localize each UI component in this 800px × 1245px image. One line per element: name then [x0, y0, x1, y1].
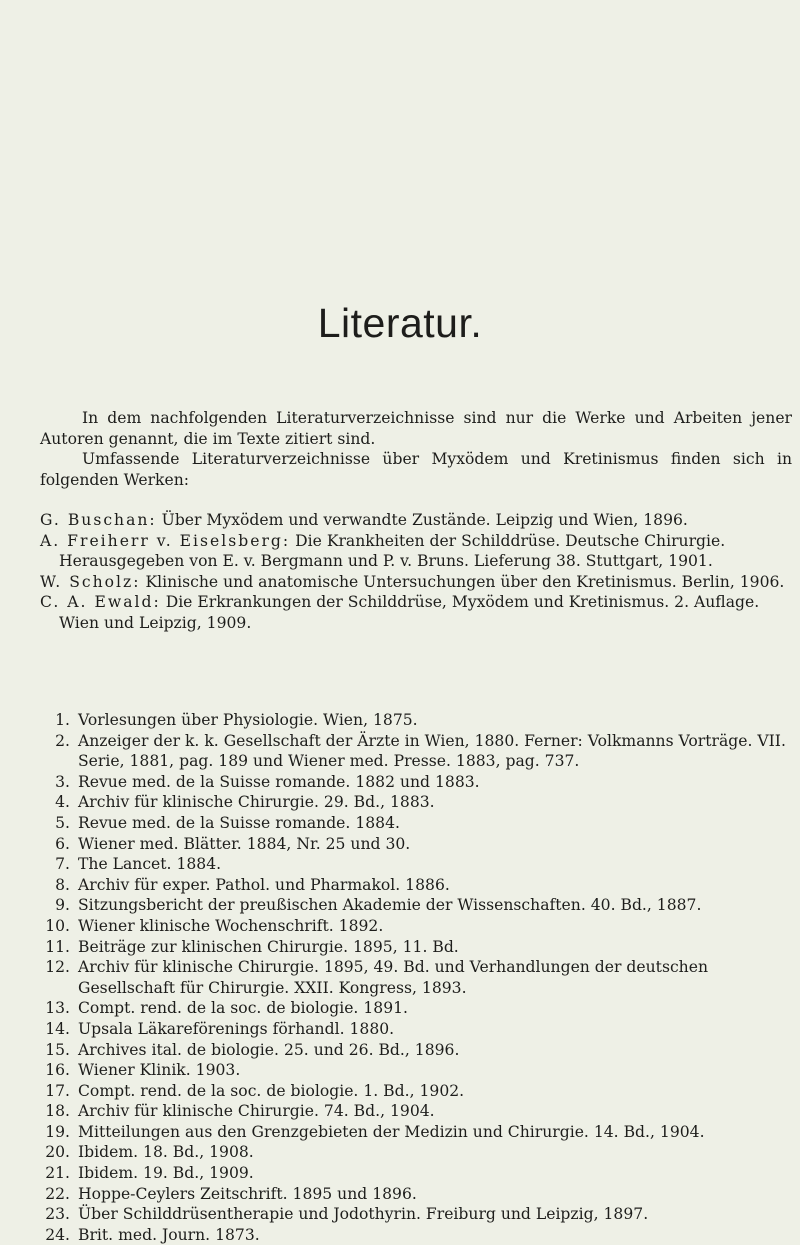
reference-item: [40, 834, 792, 855]
reference-number: 20.: [45, 1143, 70, 1162]
reference-item: [40, 813, 792, 834]
reference-number: 23.: [45, 1205, 70, 1224]
reference-text: Wiener klinische Wochenschrift. 1892.: [78, 916, 384, 935]
reference-text: Brit. med. Journ. 1873.: [78, 1225, 260, 1244]
reference-number: 7.: [55, 855, 70, 874]
book-text: Über Myxödem und verwandte Zustände. Leipzig und Wien, 1896.: [161, 511, 688, 529]
book-author: G. Buschan:: [40, 511, 157, 529]
book-text: Die Erkrankungen der Schilddrüse, Myxödem und Kretinismus. 2. Auflage. Wien und Leipzig, 1909.: [59, 593, 760, 632]
reference-item: [40, 1184, 792, 1205]
reference-text: Compt. rend. de la soc. de biologie. 1891.: [78, 999, 408, 1018]
reference-item: [40, 1101, 792, 1122]
reference-item: [40, 998, 792, 1019]
reference-number: 24.: [45, 1225, 70, 1244]
reference-text: Beiträge zur klinischen Chirurgie. 1895, 11. Bd.: [78, 937, 459, 956]
reference-number: 9.: [55, 896, 70, 915]
reference-item: [40, 916, 792, 937]
book-author: A. Freiherr v. Eiselsberg:: [40, 531, 291, 550]
page-title: Literatur.: [317, 300, 483, 346]
reference-item: [40, 937, 792, 958]
reference-number: 12.: [45, 958, 70, 977]
reference-text: Revue med. de la Suisse romande. 1884.: [78, 813, 400, 832]
reference-text: Mitteilungen aus den Grenzgebieten der Medizin und Chirurgie. 14. Bd., 1904.: [78, 1122, 705, 1141]
book-entry: [40, 510, 792, 531]
book-author: W. Scholz:: [40, 572, 141, 591]
intro-paragraph: Umfassende Literaturverzeichnisse über Myxödem und Kretinismus finden sich in folgenden Werken:: [40, 450, 792, 489]
reference-number: 13.: [45, 999, 70, 1018]
reference-text: Ibidem. 18. Bd., 1908.: [78, 1143, 254, 1162]
intro-paragraph: In dem nachfolgenden Literaturverzeichnisse sind nur die Werke und Arbeiten jener Autoren genannt, die im Texte zitiert sind.: [40, 409, 792, 448]
reference-text: Archiv für klinische Chirurgie. 1895, 49. Bd. und Verhandlungen der deutschen Gesellschaft für Chirurgie. XXII. Kongress, 1893.: [78, 958, 709, 997]
reference-item: [40, 710, 792, 731]
reference-number: 19.: [45, 1122, 70, 1141]
reference-item: [40, 895, 792, 916]
reference-text: Revue med. de la Suisse romande. 1882 und 1883.: [78, 772, 480, 791]
reference-item: [40, 792, 792, 813]
reference-item: [40, 854, 792, 875]
reference-number: 4.: [55, 793, 70, 812]
reference-item: [40, 1225, 792, 1245]
reference-number: 17.: [45, 1081, 70, 1100]
book-text: Die Krankheiten der Schilddrüse. Deutsche Chirurgie. Herausgegeben von E. v. Bergmann und P. v. Bruns. Lieferung 38. Stuttgart, 1901.: [59, 531, 726, 571]
reference-item: [40, 1122, 792, 1143]
reference-number: 3.: [55, 772, 70, 791]
reference-number: 22.: [45, 1184, 70, 1203]
reference-text: Wiener Klinik. 1903.: [78, 1061, 241, 1080]
reference-item: [40, 731, 792, 772]
book-author: C. A. Ewald:: [40, 593, 161, 612]
reference-item: [40, 1060, 792, 1081]
reference-text: Archives ital. de biologie. 25. und 26. Bd., 1896.: [78, 1040, 460, 1059]
reference-text: Hoppe-Ceylers Zeitschrift. 1895 und 1896.: [78, 1184, 417, 1203]
reference-text: Archiv für klinische Chirurgie. 29. Bd., 1883.: [78, 793, 435, 812]
reference-text: Über Schilddrüsentherapie und Jodothyrin. Freiburg und Leipzig, 1897.: [78, 1205, 649, 1224]
reference-number: 21.: [45, 1164, 70, 1183]
book-text: Klinische und anatomische Untersuchungen über den Kretinismus. Berlin, 1906.: [145, 572, 785, 591]
book-entry: [40, 531, 792, 572]
book-list: [40, 510, 792, 634]
reference-number: 2.: [55, 731, 70, 750]
reference-text: Upsala Läkareförenings förhandl. 1880.: [78, 1019, 395, 1038]
reference-text: Wiener med. Blätter. 1884, Nr. 25 und 30.: [78, 834, 411, 853]
reference-number: 5.: [55, 813, 70, 832]
reference-item: [40, 957, 792, 998]
reference-item: [40, 1142, 792, 1163]
reference-number: 11.: [45, 937, 70, 956]
reference-text: The Lancet. 1884.: [78, 855, 222, 874]
book-entry: [40, 592, 792, 633]
reference-number: 1.: [55, 711, 70, 729]
reference-text: Vorlesungen über Physiologie. Wien, 1875.: [78, 711, 418, 729]
intro-section: [40, 408, 792, 490]
reference-number: 6.: [55, 834, 70, 853]
reference-text: Compt. rend. de la soc. de biologie. 1. Bd., 1902.: [78, 1081, 465, 1100]
reference-number: 14.: [45, 1019, 70, 1038]
reference-number: 18.: [45, 1102, 70, 1121]
reference-item: [40, 772, 792, 793]
reference-item: [40, 1204, 792, 1225]
reference-item: [40, 1019, 792, 1040]
book-entry: [40, 572, 792, 593]
reference-number: 15.: [45, 1040, 70, 1059]
reference-list: [40, 710, 792, 1245]
reference-number: 8.: [55, 875, 70, 894]
reference-item: [40, 1163, 792, 1184]
reference-number: 10.: [45, 916, 70, 935]
reference-item: [40, 1081, 792, 1102]
reference-text: Sitzungsbericht der preußischen Akademie der Wissenschaften. 40. Bd., 1887.: [78, 896, 702, 915]
reference-item: [40, 875, 792, 896]
reference-number: 16.: [45, 1061, 70, 1080]
reference-text: Archiv für klinische Chirurgie. 74. Bd., 1904.: [78, 1102, 435, 1121]
reference-item: [40, 1040, 792, 1061]
reference-text: Ibidem. 19. Bd., 1909.: [78, 1164, 254, 1183]
reference-text: Anzeiger der k. k. Gesellschaft der Ärzte in Wien, 1880. Ferner: Volkmanns Vorträge. VII. Serie, 1881, pag. 189 und Wiener med. Presse. 1883, pag. 737.: [78, 731, 786, 771]
reference-text: Archiv für exper. Pathol. und Pharmakol. 1886.: [78, 875, 450, 894]
